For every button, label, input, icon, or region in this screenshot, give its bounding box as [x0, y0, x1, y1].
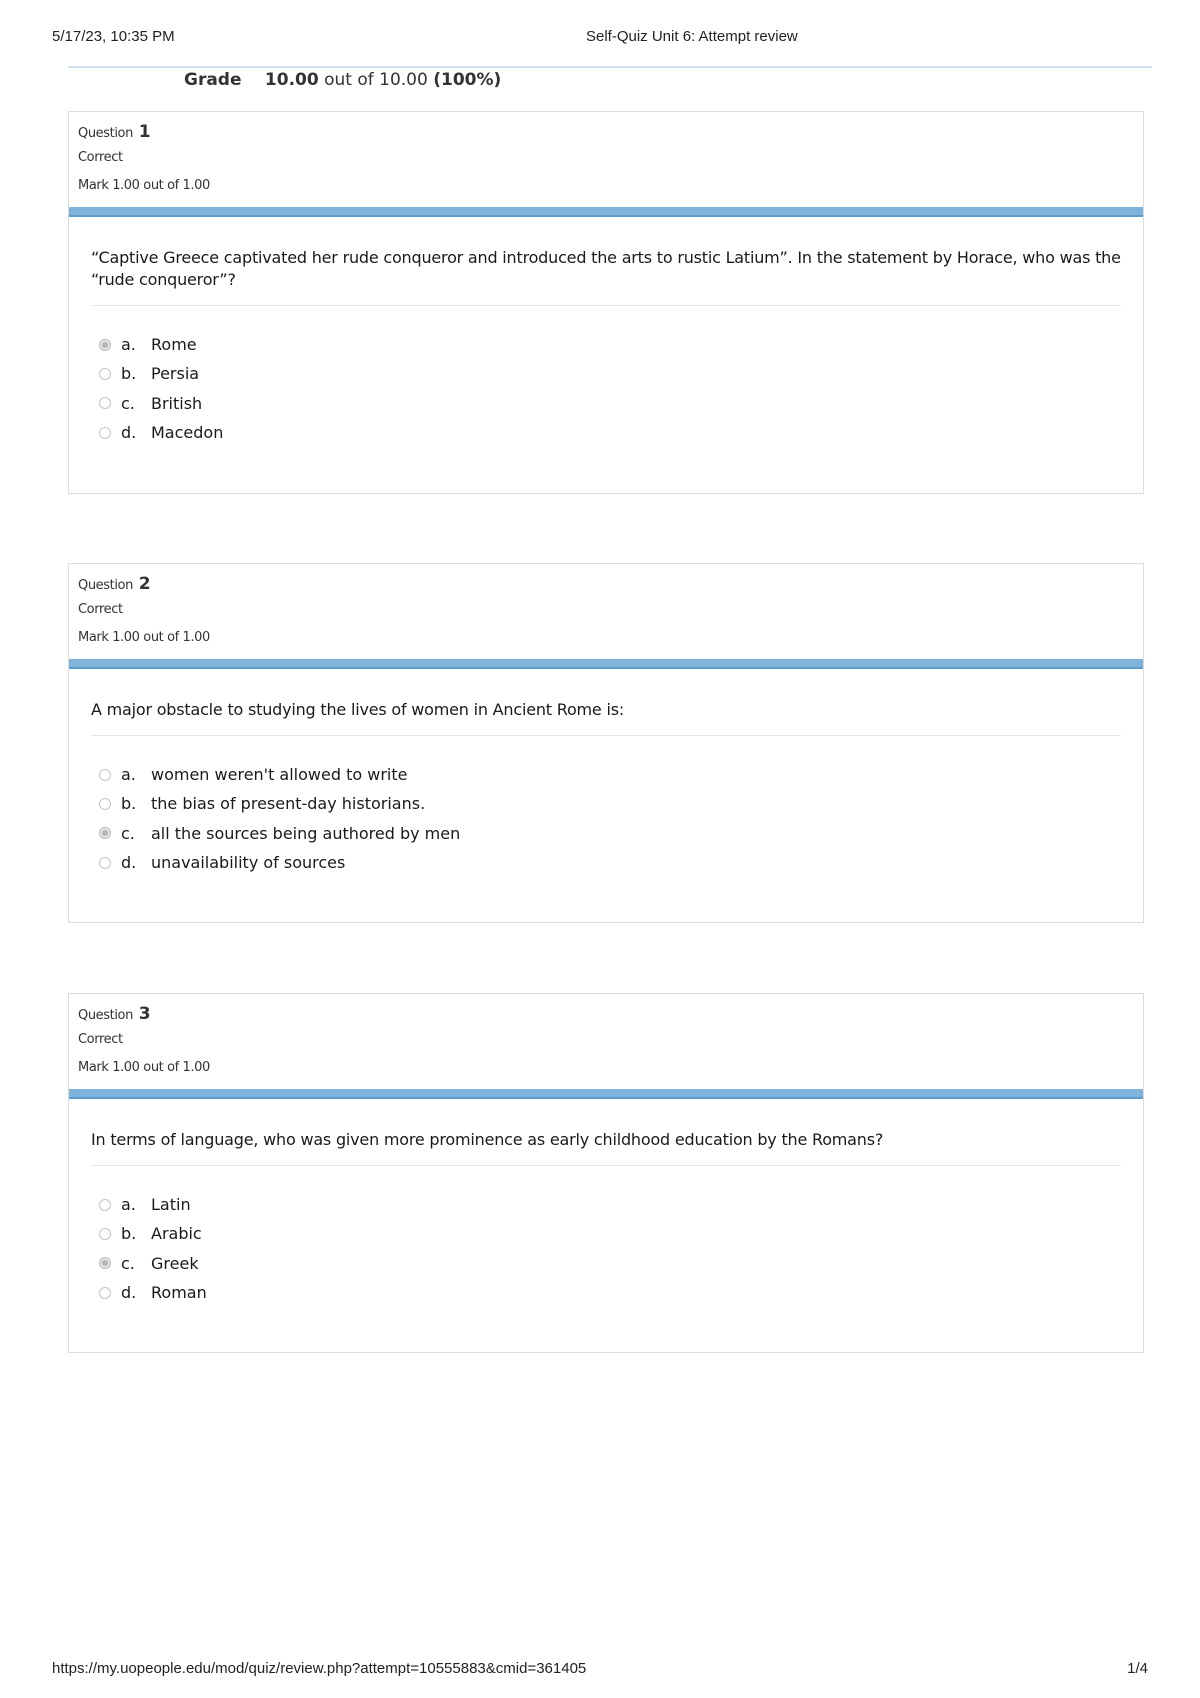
answer-option-d[interactable] — [91, 1278, 1121, 1307]
answer-option-a[interactable] — [91, 330, 1121, 359]
answer-option-c[interactable] — [91, 389, 1121, 418]
question-1 — [68, 111, 1144, 494]
answer-text: Latin — [151, 1195, 191, 1215]
answer-letter: a. — [121, 335, 136, 355]
question-2 — [68, 563, 1144, 923]
question-text: In terms of language, who was given more prominence as early childhood education by the Romans? — [91, 1130, 884, 1149]
question-number: 3 — [138, 1004, 151, 1024]
answer-letter: b. — [121, 364, 137, 384]
answer-letter: d. — [121, 1283, 137, 1303]
radio-icon[interactable] — [99, 769, 111, 781]
grade-summary — [184, 70, 501, 90]
answer-letter: a. — [121, 765, 136, 785]
print-url: https://my.uopeople.edu/mod/quiz/review.php?attempt=10555883&cmid=361405 — [52, 1660, 587, 1677]
answer-list — [91, 760, 1121, 877]
grade-out-of: out of 10.00 — [324, 70, 428, 90]
page-number: 1/4 — [1127, 1660, 1148, 1677]
question-content — [69, 217, 1143, 447]
question-label: Question — [78, 1008, 133, 1023]
radio-selected-icon[interactable] — [99, 339, 111, 351]
print-datetime: 5/17/23, 10:35 PM — [52, 28, 175, 45]
answer-option-b[interactable] — [91, 789, 1121, 818]
question-divider — [91, 305, 1121, 306]
question-label: Question — [78, 578, 133, 593]
answer-list — [91, 1190, 1121, 1307]
answer-text: women weren't allowed to write — [151, 765, 408, 785]
answer-text: all the sources being authored by men — [151, 823, 461, 843]
grade-label: Grade — [184, 70, 242, 90]
answer-text: Greek — [151, 1253, 199, 1273]
question-info — [69, 112, 1143, 207]
radio-selected-icon[interactable] — [99, 1257, 111, 1269]
radio-icon[interactable] — [99, 368, 111, 380]
answer-option-c[interactable] — [91, 1249, 1121, 1278]
answer-letter: b. — [121, 1224, 137, 1244]
question-mark: Mark 1.00 out of 1.00 — [78, 630, 210, 645]
radio-icon[interactable] — [99, 1228, 111, 1240]
radio-icon[interactable] — [99, 427, 111, 439]
answer-letter: d. — [121, 853, 137, 873]
answer-list — [91, 330, 1121, 447]
answer-letter: d. — [121, 423, 137, 443]
answer-letter: c. — [121, 393, 135, 413]
answer-option-c[interactable] — [91, 819, 1121, 848]
radio-icon[interactable] — [99, 1287, 111, 1299]
question-state: Correct — [78, 1032, 123, 1047]
answer-text: Arabic — [151, 1224, 202, 1244]
answer-option-d[interactable] — [91, 418, 1121, 447]
answer-letter: c. — [121, 1253, 135, 1273]
question-content — [69, 1099, 1143, 1307]
question-label: Question — [78, 126, 133, 141]
answer-option-d[interactable] — [91, 848, 1121, 877]
answer-text: the bias of present-day historians. — [151, 794, 426, 814]
header-divider — [68, 66, 1152, 68]
question-3 — [68, 993, 1144, 1353]
answer-option-b[interactable] — [91, 1219, 1121, 1248]
question-content — [69, 669, 1143, 877]
question-number: 1 — [138, 122, 151, 142]
answer-text: Macedon — [151, 423, 224, 443]
answer-option-a[interactable] — [91, 760, 1121, 789]
answer-letter: b. — [121, 794, 137, 814]
radio-icon[interactable] — [99, 1199, 111, 1211]
answer-option-b[interactable] — [91, 359, 1121, 388]
answer-text: Rome — [151, 335, 197, 355]
question-state: Correct — [78, 602, 123, 617]
question-divider — [91, 1165, 1121, 1166]
question-info — [69, 994, 1143, 1089]
answer-option-a[interactable] — [91, 1190, 1121, 1219]
print-header — [52, 28, 1148, 48]
question-info — [69, 564, 1143, 659]
question-number: 2 — [138, 574, 151, 594]
radio-icon[interactable] — [99, 857, 111, 869]
question-mark: Mark 1.00 out of 1.00 — [78, 1060, 210, 1075]
answer-text: British — [151, 393, 203, 413]
answer-text: Persia — [151, 364, 200, 384]
question-bar — [69, 1089, 1143, 1099]
question-text: A major obstacle to studying the lives of women in Ancient Rome is: — [91, 700, 625, 719]
question-state: Correct — [78, 150, 123, 165]
radio-icon[interactable] — [99, 798, 111, 810]
print-page-title: Self-Quiz Unit 6: Attempt review — [586, 28, 798, 45]
answer-letter: c. — [121, 823, 135, 843]
question-divider — [91, 735, 1121, 736]
radio-icon[interactable] — [99, 397, 111, 409]
grade-value: 10.00 — [264, 70, 319, 90]
radio-selected-icon[interactable] — [99, 827, 111, 839]
answer-text: unavailability of sources — [151, 853, 346, 873]
question-bar — [69, 207, 1143, 217]
grade-percent: (100%) — [433, 70, 502, 90]
answer-letter: a. — [121, 1195, 136, 1215]
answer-text: Roman — [151, 1283, 207, 1303]
question-mark: Mark 1.00 out of 1.00 — [78, 178, 210, 193]
question-bar — [69, 659, 1143, 669]
question-text: “Captive Greece captivated her rude conqueror and introduced the arts to rustic Latium”. In the statement by Horace, who was the “rude conqueror”? — [91, 248, 1121, 289]
